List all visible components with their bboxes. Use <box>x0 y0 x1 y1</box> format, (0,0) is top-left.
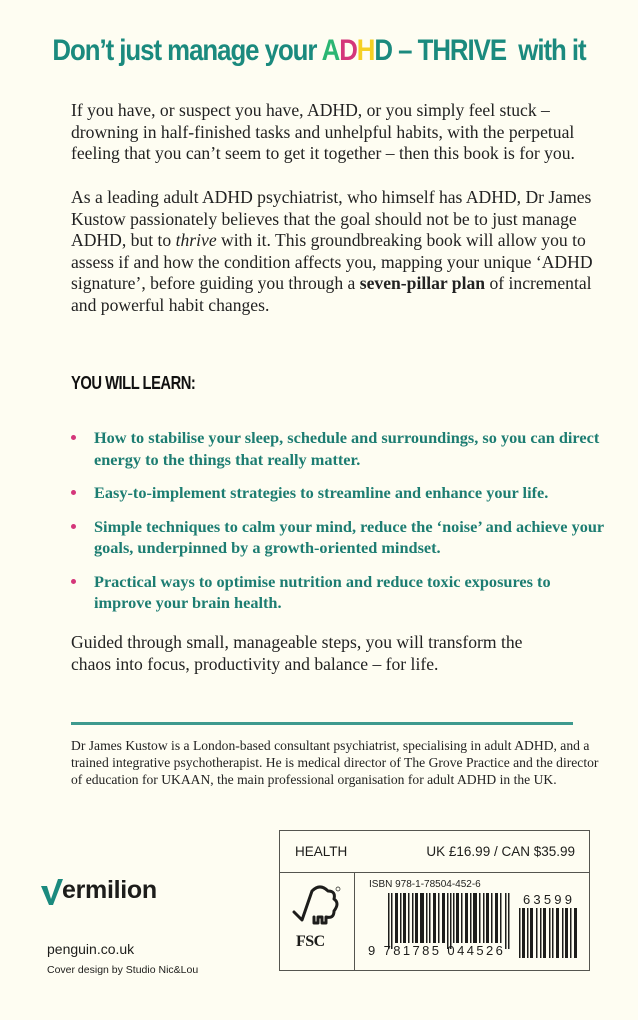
headline <box>45 34 594 68</box>
publisher-website: penguin.co.uk <box>47 941 135 957</box>
list-item <box>71 482 611 504</box>
author-bio: Dr James Kustow is a London-based consultant psychiatrist, specialising in adult ADHD, and a trained integrative psychotherapist. He is medical director of The Grove Practice and the director of education for UKAAN, the main professional organisation for adult ADHD in the UK. <box>71 738 599 787</box>
intro-text: of incremental and powerful habit changes. <box>71 273 592 315</box>
adhd-letter-a: A <box>321 34 340 67</box>
list-item <box>71 516 611 559</box>
bullet-icon <box>71 490 76 495</box>
headline-suffix: – THRIVE with it <box>392 34 586 67</box>
list-item-text: How to stabilise your sleep, schedule and surroundings, so you can direct energy to the things that really matter. <box>94 428 600 469</box>
category-label: HEALTH <box>295 844 348 859</box>
isbn-label: ISBN 978-1-78504-452-6 <box>369 879 481 890</box>
intro-italic: thrive <box>175 230 217 250</box>
bullet-icon <box>71 435 76 440</box>
adhd-letter-h: H <box>356 34 375 67</box>
addon-barcode-icon <box>519 908 579 958</box>
ean-digits: 9 781785 044526 <box>368 943 506 958</box>
bullet-icon <box>71 524 76 529</box>
barcode-icon <box>388 893 510 949</box>
price-label: UK £16.99 / CAN $35.99 <box>426 844 575 859</box>
price-row <box>280 831 589 873</box>
fsc-label: FSC <box>296 933 325 950</box>
intro-text: with it. This groundbreaking book will allow you to assess if and how the condition affects you, mapping your unique ‘ADHD signature’, before guiding you through a <box>71 230 593 293</box>
fsc-tree-icon <box>292 885 342 931</box>
publisher-logo <box>41 876 157 905</box>
learn-list <box>71 427 611 626</box>
intro-paragraph-2 <box>71 187 611 316</box>
barcode-box <box>279 830 590 971</box>
headline-prefix: Don’t just manage your <box>52 34 322 67</box>
adhd-letter-d1: D <box>339 34 357 67</box>
closing-paragraph: Guided through small, manageable steps, you will transform the chaos into focus, productivity and balance – for life. <box>71 632 523 674</box>
learn-heading: YOU WILL LEARN: <box>71 373 196 393</box>
addon-digits: 63599 <box>523 892 576 907</box>
list-item <box>71 427 611 470</box>
intro-bold: seven-pillar plan <box>359 273 486 293</box>
intro-text: As a leading adult ADHD psychiatrist, who himself has ADHD, Dr James Kustow passionately believes that the goal should not be to just manage ADHD, but to <box>71 187 592 250</box>
bullet-icon <box>71 579 76 584</box>
list-item-text: Easy-to-implement strategies to streamline and enhance your life. <box>94 483 549 502</box>
list-item <box>71 571 611 614</box>
divider-rule <box>71 722 573 725</box>
intro-paragraph-1: If you have, or suspect you have, ADHD, or you simply feel stuck – drowning in half-finished tasks and unhelpful habits, with the perpetual feeling that you can’t seem to get it together – then this book is for you. <box>71 100 575 163</box>
list-item-text: Practical ways to optimise nutrition and reduce toxic exposures to improve your brain health. <box>94 571 551 612</box>
fsc-cell <box>280 873 355 970</box>
adhd-letter-d2: D <box>374 34 393 67</box>
list-item-text: Simple techniques to calm your mind, reduce the ‘noise’ and achieve your goals, underpinned by a growth-oriented mindset. <box>94 516 604 557</box>
cover-credit: Cover design by Studio Nic&Lou <box>47 964 199 976</box>
vermilion-v-icon <box>41 879 63 905</box>
logo-text: ermilion <box>62 876 157 904</box>
